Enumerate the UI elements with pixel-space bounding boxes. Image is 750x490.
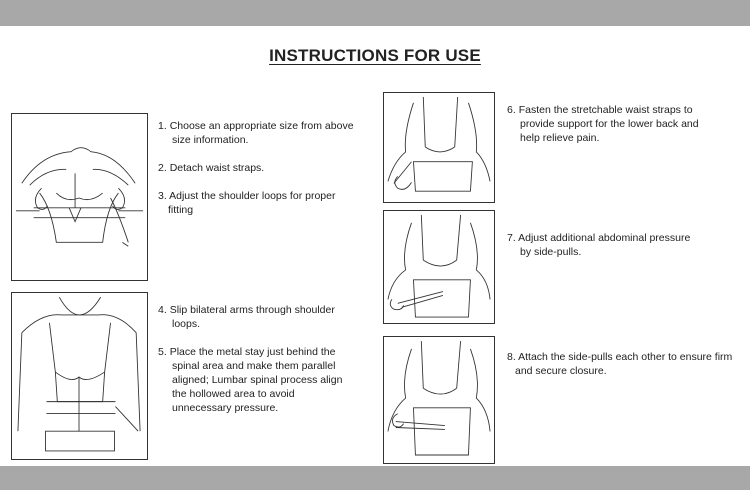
- step-6-text-line3: help relieve pain.: [520, 132, 600, 144]
- step-2: [158, 161, 368, 175]
- image-side-pulls: [383, 210, 495, 324]
- step-7-text-line2: by side-pulls.: [520, 246, 582, 258]
- step-6-text: Fasten the stretchable waist straps to: [518, 104, 693, 116]
- step-5-text-line5: unnecessary pressure.: [172, 402, 279, 414]
- step-8: [507, 350, 747, 378]
- step-6-text-line2: provide support for the lower back and: [520, 118, 699, 130]
- step-4: [158, 303, 368, 331]
- step-3-text: Adjust the shoulder loops for proper: [169, 190, 336, 202]
- step-4-number: 4.: [158, 304, 167, 316]
- page-title: [0, 46, 750, 66]
- step-1-text: Choose an appropriate size from above: [169, 120, 354, 132]
- step-1-number: 1.: [158, 120, 167, 132]
- page-title-text: INSTRUCTIONS FOR USE: [269, 46, 481, 65]
- image-attach-side-pulls: [383, 336, 495, 464]
- step-5-text-line4: the hollowed area to avoid: [172, 388, 295, 400]
- image-fasten-waist-straps: [383, 92, 495, 203]
- step-8-number: 8.: [507, 351, 516, 363]
- step-3-number: 3.: [158, 190, 167, 202]
- image-adjust-shoulder-loops: [11, 113, 148, 281]
- step-1-text-line2: size information.: [172, 134, 249, 146]
- step-7: [507, 231, 742, 259]
- step-5-text-line2: spinal area and make them parallel: [172, 360, 336, 372]
- top-gray-bar: [0, 0, 750, 26]
- step-2-number: 2.: [158, 162, 167, 174]
- bottom-gray-bar: [0, 466, 750, 490]
- step-5-text-line3: aligned; Lumbar spinal process align: [172, 374, 343, 386]
- step-3-text-line2: fitting: [168, 204, 194, 216]
- step-1: [158, 119, 368, 147]
- step-6-number: 6.: [507, 104, 516, 116]
- step-5: [158, 345, 368, 415]
- step-8-text: Attach the side-pulls each other to ensure firm: [518, 351, 733, 363]
- step-4-text-line2: loops.: [172, 318, 201, 330]
- step-4-text: Slip bilateral arms through shoulder: [169, 304, 335, 316]
- step-2-text: Detach waist straps.: [169, 162, 265, 174]
- step-7-text: Adjust additional abdominal pressure: [518, 232, 691, 244]
- step-8-text-line2: and secure closure.: [515, 365, 607, 377]
- step-7-number: 7.: [507, 232, 516, 244]
- step-5-text: Place the metal stay just behind the: [169, 346, 336, 358]
- image-slip-arms: [11, 292, 148, 460]
- step-6: [507, 103, 742, 145]
- step-5-number: 5.: [158, 346, 167, 358]
- step-3: [158, 189, 368, 217]
